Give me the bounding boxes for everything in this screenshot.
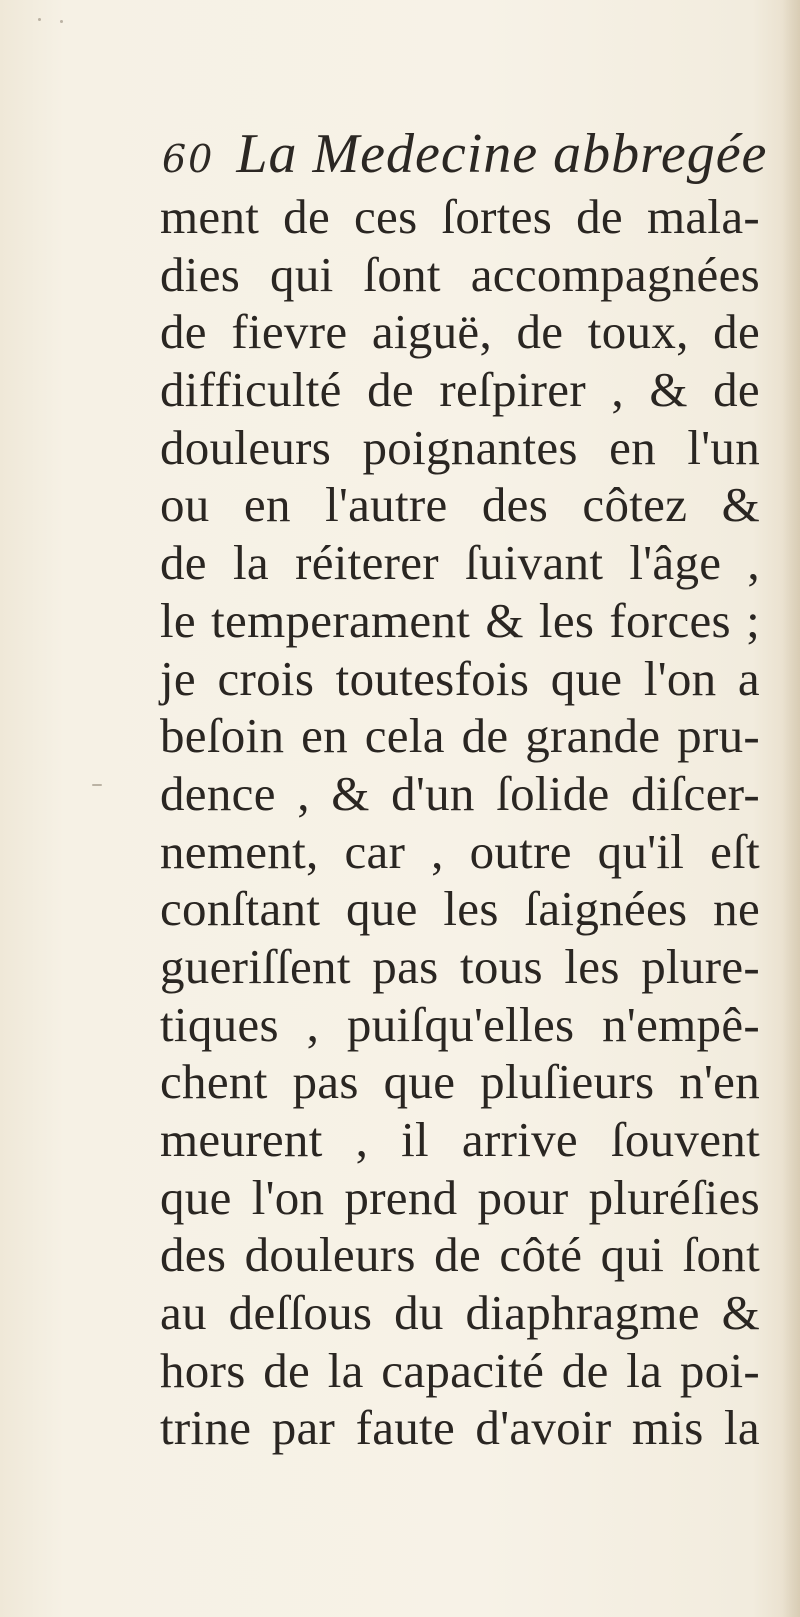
running-title: La Medecine abbregée [236, 123, 768, 185]
text-line: que l'on prend pour pluréſies [160, 1169, 760, 1225]
text-line: conſtant que les ſaignées ne [160, 881, 760, 937]
text-line: douleurs poignantes en l'un [160, 419, 760, 475]
text-line: beſoin en cela de grande pru- [160, 708, 760, 764]
text-line: tiques , puiſqu'elles n'empê- [160, 996, 760, 1052]
text-line: de la réiterer ſuivant l'âge , [160, 535, 760, 591]
text-line: chent pas que pluſieurs n'en [160, 1054, 760, 1110]
text-line: au deſſous du diaphragme & [160, 1285, 760, 1341]
text-line: je crois toutesfois que l'on a [160, 650, 760, 706]
body-text [160, 188, 760, 1457]
text-line: meurent , il arrive ſouvent [160, 1112, 760, 1167]
text-line: trine par faute d'avoir mis la [160, 1400, 760, 1456]
text-line: dence , & d'un ſolide diſcer- [160, 765, 760, 821]
page-edge-shadow [782, 0, 800, 1617]
paper-speck [38, 18, 41, 21]
text-line: ment de ces ſortes de mala- [160, 189, 760, 244]
text-line: difficulté de reſpirer , & de [160, 362, 760, 418]
page-number: 60 [162, 137, 215, 181]
text-line: hors de la capacité de la poi- [160, 1342, 760, 1398]
running-header [162, 122, 768, 185]
text-line: gueriſſent pas tous les plure- [160, 938, 760, 994]
text-line: de fievre aiguë, de toux, de [160, 304, 760, 360]
paper-speck [92, 784, 102, 786]
text-line: ou en l'autre des côtez & [160, 477, 760, 533]
paper-speck [60, 20, 63, 23]
text-line: dies qui ſont accompagnées [160, 246, 760, 302]
text-line: le temperament & les forces ; [160, 592, 760, 648]
text-line: des douleurs de côté qui ſont [160, 1227, 760, 1283]
text-line: nement, car , outre qu'il eſt [160, 823, 760, 879]
